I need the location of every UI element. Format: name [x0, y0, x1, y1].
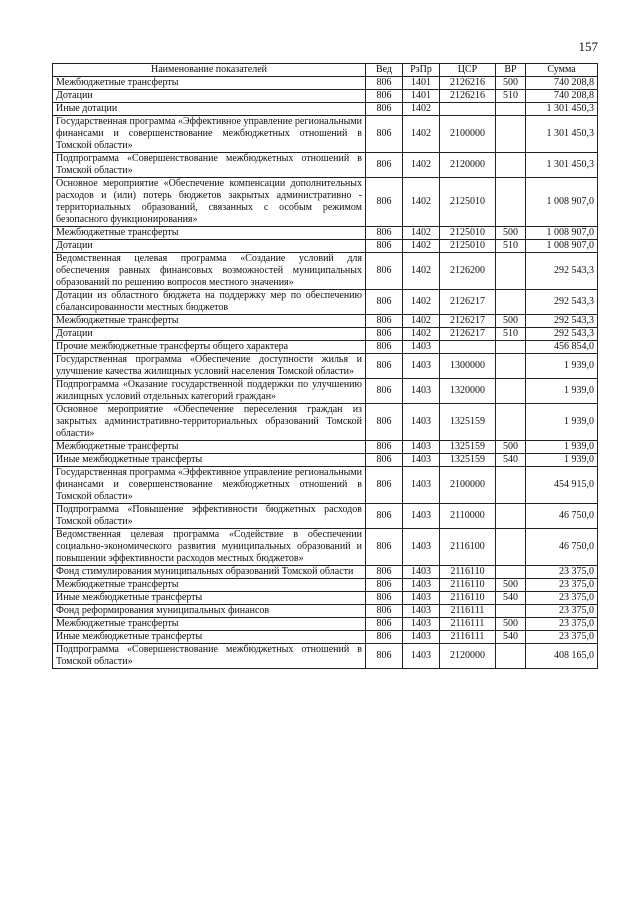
cell-sum: 23 375,0: [526, 618, 598, 631]
cell-name: Фонд стимулирования муниципальных образований Томской области: [53, 566, 366, 579]
cell-vr: [496, 605, 526, 618]
header-rzpr: РзПр: [403, 64, 440, 77]
cell-sum: 408 165,0: [526, 644, 598, 669]
cell-name: Иные межбюджетные трансферты: [53, 631, 366, 644]
cell-rzpr: 1403: [403, 592, 440, 605]
cell-sum: 740 208,8: [526, 90, 598, 103]
cell-csr: 1325159: [440, 441, 496, 454]
cell-name: Государственная программа «Эффективное управление региональными финансами и совершенствование межбюджетных отношений в Томской области»: [53, 467, 366, 504]
cell-ved: 806: [366, 90, 403, 103]
cell-csr: 1300000: [440, 354, 496, 379]
cell-name: Межбюджетные трансферты: [53, 441, 366, 454]
cell-rzpr: 1403: [403, 404, 440, 441]
cell-sum: 1 008 907,0: [526, 240, 598, 253]
cell-csr: 2116110: [440, 579, 496, 592]
table-row: [53, 315, 598, 328]
cell-csr: 2100000: [440, 116, 496, 153]
cell-rzpr: 1401: [403, 90, 440, 103]
cell-rzpr: 1402: [403, 328, 440, 341]
cell-vr: [496, 290, 526, 315]
cell-name: Дотации: [53, 240, 366, 253]
cell-rzpr: 1403: [403, 579, 440, 592]
cell-ved: 806: [366, 290, 403, 315]
cell-name: Ведомственная целевая программа «Создание условий для обеспечения равных финансовых возможностей муниципальных образований по решению вопросов местного значения»: [53, 253, 366, 290]
table-row: [53, 178, 598, 227]
cell-csr: 1325159: [440, 454, 496, 467]
cell-sum: 1 008 907,0: [526, 178, 598, 227]
cell-csr: 2125010: [440, 240, 496, 253]
cell-ved: 806: [366, 178, 403, 227]
table-row: [53, 227, 598, 240]
cell-vr: 500: [496, 441, 526, 454]
cell-rzpr: 1403: [403, 354, 440, 379]
cell-rzpr: 1402: [403, 253, 440, 290]
cell-rzpr: 1402: [403, 103, 440, 116]
cell-csr: [440, 103, 496, 116]
cell-rzpr: 1403: [403, 504, 440, 529]
table-row: [53, 153, 598, 178]
cell-ved: 806: [366, 618, 403, 631]
cell-vr: 540: [496, 631, 526, 644]
table-row: [53, 579, 598, 592]
cell-vr: 540: [496, 454, 526, 467]
table-row: [53, 605, 598, 618]
table-row: [53, 103, 598, 116]
cell-ved: 806: [366, 379, 403, 404]
cell-rzpr: 1403: [403, 467, 440, 504]
cell-csr: 1325159: [440, 404, 496, 441]
cell-vr: [496, 354, 526, 379]
cell-rzpr: 1402: [403, 240, 440, 253]
cell-vr: [496, 566, 526, 579]
cell-rzpr: 1402: [403, 116, 440, 153]
table-row: [53, 566, 598, 579]
cell-name: Подпрограмма «Совершенствование межбюджетных отношений в Томской области»: [53, 153, 366, 178]
cell-ved: 806: [366, 441, 403, 454]
cell-sum: 292 543,3: [526, 253, 598, 290]
cell-name: Межбюджетные трансферты: [53, 618, 366, 631]
cell-csr: 2126217: [440, 328, 496, 341]
cell-vr: [496, 379, 526, 404]
table-body: [53, 77, 598, 669]
cell-ved: 806: [366, 153, 403, 178]
cell-name: Межбюджетные трансферты: [53, 315, 366, 328]
cell-vr: [496, 644, 526, 669]
cell-csr: 2116111: [440, 631, 496, 644]
cell-csr: 2116111: [440, 618, 496, 631]
cell-vr: [496, 529, 526, 566]
cell-sum: 1 939,0: [526, 354, 598, 379]
cell-ved: 806: [366, 116, 403, 153]
table-row: [53, 77, 598, 90]
cell-rzpr: 1402: [403, 178, 440, 227]
cell-name: Государственная программа «Эффективное управление региональными финансами и совершенствование межбюджетных отношений в Томской области»: [53, 116, 366, 153]
table-row: [53, 644, 598, 669]
cell-ved: 806: [366, 592, 403, 605]
cell-vr: 510: [496, 328, 526, 341]
cell-csr: 2120000: [440, 153, 496, 178]
cell-name: Иные дотации: [53, 103, 366, 116]
cell-ved: 806: [366, 77, 403, 90]
cell-sum: 1 301 450,3: [526, 103, 598, 116]
cell-csr: 2116110: [440, 592, 496, 605]
cell-ved: 806: [366, 341, 403, 354]
cell-rzpr: 1403: [403, 529, 440, 566]
table-row: [53, 441, 598, 454]
cell-sum: 292 543,3: [526, 328, 598, 341]
table-row: [53, 240, 598, 253]
header-ved: Вед: [366, 64, 403, 77]
cell-csr: 2116100: [440, 529, 496, 566]
cell-ved: 806: [366, 354, 403, 379]
cell-csr: 2110000: [440, 504, 496, 529]
table-row: [53, 454, 598, 467]
cell-sum: 1 301 450,3: [526, 116, 598, 153]
cell-ved: 806: [366, 467, 403, 504]
cell-name: Межбюджетные трансферты: [53, 227, 366, 240]
table-row: [53, 328, 598, 341]
cell-sum: 1 008 907,0: [526, 227, 598, 240]
cell-vr: 500: [496, 618, 526, 631]
cell-name: Дотации: [53, 328, 366, 341]
cell-vr: 510: [496, 240, 526, 253]
cell-name: Подпрограмма «Оказание государственной поддержки по улучшению жилищных условий отдельных категорий граждан»: [53, 379, 366, 404]
budget-table: [52, 63, 598, 669]
cell-sum: 740 208,8: [526, 77, 598, 90]
cell-csr: 2100000: [440, 467, 496, 504]
cell-rzpr: 1403: [403, 618, 440, 631]
table-row: [53, 90, 598, 103]
table-row: [53, 290, 598, 315]
cell-name: Фонд реформирования муниципальных финансов: [53, 605, 366, 618]
cell-rzpr: 1403: [403, 644, 440, 669]
cell-sum: 454 915,0: [526, 467, 598, 504]
cell-rzpr: 1403: [403, 379, 440, 404]
cell-sum: 23 375,0: [526, 631, 598, 644]
cell-vr: 500: [496, 77, 526, 90]
cell-ved: 806: [366, 644, 403, 669]
cell-name: Основное мероприятие «Обеспечение переселения граждан из закрытых административно-территориальных образований Томской области»: [53, 404, 366, 441]
cell-sum: 23 375,0: [526, 592, 598, 605]
cell-sum: 1 301 450,3: [526, 153, 598, 178]
cell-ved: 806: [366, 631, 403, 644]
cell-name: Дотации: [53, 90, 366, 103]
cell-csr: 2126216: [440, 77, 496, 90]
cell-vr: [496, 341, 526, 354]
cell-ved: 806: [366, 253, 403, 290]
table-row: [53, 504, 598, 529]
cell-vr: 510: [496, 90, 526, 103]
cell-csr: 2126217: [440, 290, 496, 315]
cell-vr: 500: [496, 315, 526, 328]
cell-name: Государственная программа «Обеспечение доступности жилья и улучшение качества жилищных условий населения Томской области»: [53, 354, 366, 379]
table-row: [53, 467, 598, 504]
cell-vr: [496, 404, 526, 441]
cell-vr: 540: [496, 592, 526, 605]
cell-vr: [496, 178, 526, 227]
cell-sum: 23 375,0: [526, 566, 598, 579]
cell-csr: 2126217: [440, 315, 496, 328]
cell-vr: [496, 153, 526, 178]
table-row: [53, 379, 598, 404]
cell-vr: 500: [496, 579, 526, 592]
cell-ved: 806: [366, 504, 403, 529]
table-row: [53, 529, 598, 566]
cell-name: Основное мероприятие «Обеспечение компенсации дополнительных расходов и (или) потерь бюджетов закрытых административно - территориальных образований, связанных с особым режимом безопасного функционирования»: [53, 178, 366, 227]
cell-rzpr: 1403: [403, 454, 440, 467]
header-name: Наименование показателей: [53, 64, 366, 77]
cell-vr: 500: [496, 227, 526, 240]
header-csr: ЦСР: [440, 64, 496, 77]
table-row: [53, 253, 598, 290]
cell-csr: 2116111: [440, 605, 496, 618]
cell-csr: 2125010: [440, 227, 496, 240]
cell-ved: 806: [366, 328, 403, 341]
cell-ved: 806: [366, 103, 403, 116]
cell-name: Подпрограмма «Совершенствование межбюджетных отношений в Томской области»: [53, 644, 366, 669]
cell-vr: [496, 116, 526, 153]
cell-sum: 292 543,3: [526, 290, 598, 315]
table-row: [53, 592, 598, 605]
header-vr: ВР: [496, 64, 526, 77]
table-row: [53, 116, 598, 153]
cell-ved: 806: [366, 240, 403, 253]
cell-name: Межбюджетные трансферты: [53, 77, 366, 90]
table-row: [53, 354, 598, 379]
cell-ved: 806: [366, 566, 403, 579]
cell-rzpr: 1403: [403, 605, 440, 618]
cell-sum: 23 375,0: [526, 579, 598, 592]
cell-sum: 1 939,0: [526, 441, 598, 454]
cell-name: Межбюджетные трансферты: [53, 579, 366, 592]
table-row: [53, 631, 598, 644]
cell-ved: 806: [366, 529, 403, 566]
table-row: [53, 341, 598, 354]
cell-rzpr: 1402: [403, 227, 440, 240]
cell-sum: 46 750,0: [526, 504, 598, 529]
cell-rzpr: 1402: [403, 315, 440, 328]
cell-ved: 806: [366, 315, 403, 328]
cell-name: Ведомственная целевая программа «Содействие в обеспечении социально-экономического развития муниципальных образований и повышении эффективности расходов местных бюджетов»: [53, 529, 366, 566]
cell-vr: [496, 467, 526, 504]
cell-ved: 806: [366, 605, 403, 618]
header-sum: Сумма: [526, 64, 598, 77]
cell-name: Прочие межбюджетные трансферты общего характера: [53, 341, 366, 354]
cell-csr: 2125010: [440, 178, 496, 227]
cell-csr: 2120000: [440, 644, 496, 669]
cell-sum: 23 375,0: [526, 605, 598, 618]
cell-sum: 292 543,3: [526, 315, 598, 328]
cell-sum: 1 939,0: [526, 379, 598, 404]
table-row: [53, 404, 598, 441]
table-header-row: [53, 64, 598, 77]
cell-name: Подпрограмма «Повышение эффективности бюджетных расходов Томской области»: [53, 504, 366, 529]
cell-vr: [496, 504, 526, 529]
cell-sum: 1 939,0: [526, 454, 598, 467]
cell-csr: 2116110: [440, 566, 496, 579]
cell-csr: 2126216: [440, 90, 496, 103]
cell-rzpr: 1403: [403, 566, 440, 579]
cell-vr: [496, 103, 526, 116]
cell-rzpr: 1402: [403, 290, 440, 315]
cell-ved: 806: [366, 227, 403, 240]
cell-rzpr: 1401: [403, 77, 440, 90]
cell-sum: 46 750,0: [526, 529, 598, 566]
cell-vr: [496, 253, 526, 290]
cell-ved: 806: [366, 579, 403, 592]
cell-rzpr: 1403: [403, 341, 440, 354]
cell-ved: 806: [366, 404, 403, 441]
cell-rzpr: 1403: [403, 441, 440, 454]
cell-name: Иные межбюджетные трансферты: [53, 454, 366, 467]
cell-ved: 806: [366, 454, 403, 467]
table-row: [53, 618, 598, 631]
cell-csr: 2126200: [440, 253, 496, 290]
cell-csr: 1320000: [440, 379, 496, 404]
cell-sum: 456 854,0: [526, 341, 598, 354]
cell-csr: [440, 341, 496, 354]
cell-rzpr: 1403: [403, 631, 440, 644]
cell-name: Дотации из областного бюджета на поддержку мер по обеспечению сбалансированности местных бюджетов: [53, 290, 366, 315]
page-number: 157: [578, 39, 598, 54]
cell-name: Иные межбюджетные трансферты: [53, 592, 366, 605]
cell-sum: 1 939,0: [526, 404, 598, 441]
cell-rzpr: 1402: [403, 153, 440, 178]
